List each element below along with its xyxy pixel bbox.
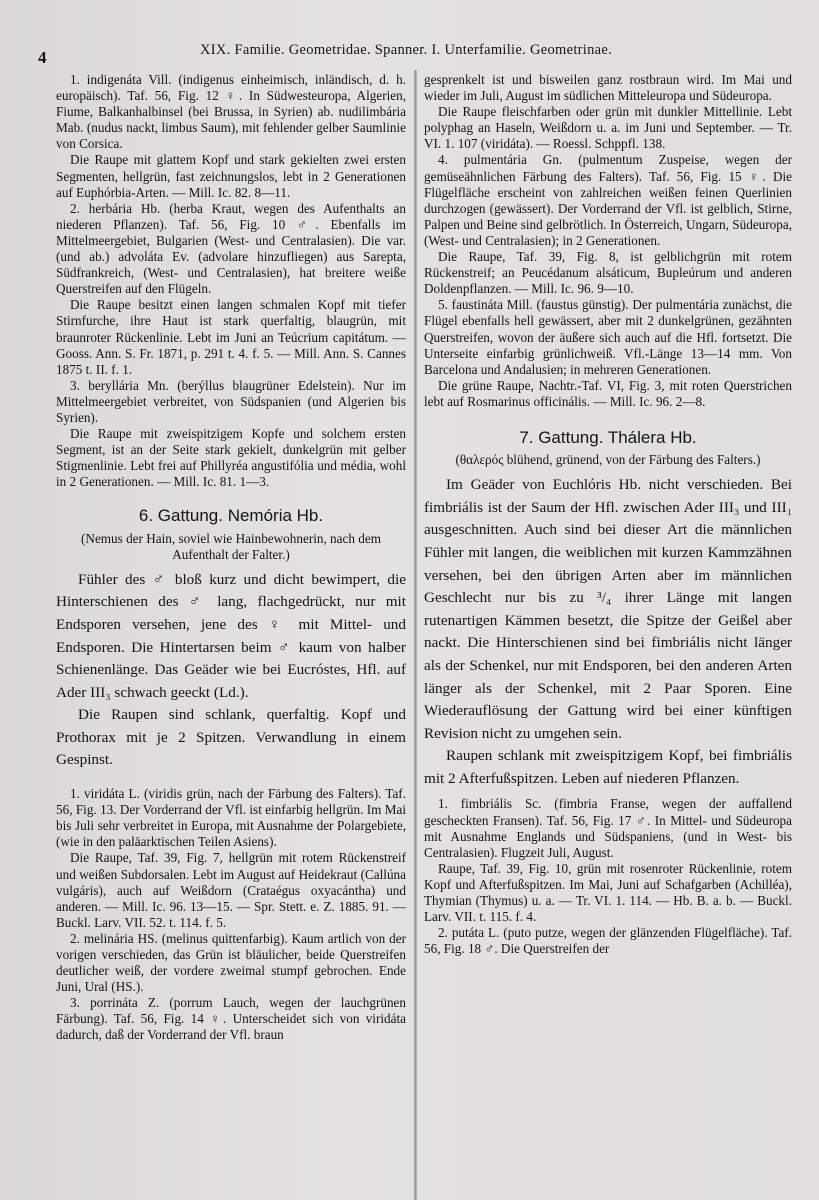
larva-beryllaria: Die Raupe mit zweispitzigem Kopfe und solchem ersten Segment, ist an der Seite stark gekielt, dunkelgrün mit gelber Stigmenlinie. Lebt frei auf Phillyréa angustifólia und média, wohl in 2 Generationen. — Mill. Ic. 81. 1—3. xyxy=(56,426,406,490)
species-indigenata: 1. indigenáta Vill. (indigenus einheimisch, inländisch, d. h. europäisch). Taf. 56, Fig. 12 ♀. In Südwesteuropa, Algerien, Fiume, Balkanhalbinsel (bei Brussa, in Syrien) ab. nudilimbária Mab. (nudus nackt, limbus Saum), mit fehlender gelber Saumlinie von Corsica. xyxy=(56,72,406,152)
larva-viridata: Die Raupe, Taf. 39, Fig. 7, hellgrün mit rotem Rückenstreif und weißen Subdorsalen. Lebt im August auf Heidekraut (Callúna vulgáris), auch auf Weißdorn (Crataégus oxyacántha) und anderen. — Mill. Ic. 96. 13—15. — Spr. Stett. e. Z. 1885. 91. — Buckl. Larv. VII. 52. t. 114. f. 5. xyxy=(56,850,406,930)
species-porrinata: 3. porrináta Z. (porrum Lauch, wegen der lauchgrünen Färbung). Taf. 56, Fig. 14 ♀. Unterscheidet sich von viridáta dadurch, daß der Vorderrand der Vfl. braun xyxy=(56,995,406,1043)
genus-heading-thalera: 7. Gattung. Thálera Hb. xyxy=(519,427,697,447)
larva-fimbrialis: Raupe, Taf. 39, Fig. 10, grün mit rosenroter Rückenlinie, rotem Kopf und Afterfußspitzen. Im Mai, Juni auf Schafgarben (Achilléa), Thymian (Thymus) u. a. — Tr. VI. 1. 114. — Hb. B. a. b. — Buckl. Larv. VII. t. 115. f. 4. xyxy=(424,860,792,925)
right-column xyxy=(424,72,792,957)
genus-thalera-text-2: Raupen schlank mit zweispitzigem Kopf, bei fimbriális mit 2 Afterfußspitzen. Leben auf niederen Pflanzen. xyxy=(424,747,792,787)
genus-thalera-text-1: Im Geäder von Euchlóris Hb. nicht verschieden. Bei fimbriális ist der Saum der Hfl. zwischen Ader III₃ und III₁ ausgeschnitten. Auch sind bei dieser Art die männlichen Fühler mit langen, die weiblichen mit kurzen Kammzähnen versehen, bei den übrigen Arten aber im männlichen Geschlecht nur bis zu ³/₄ ihrer Länge mit langen rutenartigen Kämmen besetzt, die Spitze der Geißel aber nackt. Die Hinterschienen sind bei fimbriális nicht länger als der Schenkel, nur mit Endsporen, bei den anderen Arten länger als der Schenkel, mit 2 Paar Sporen. Eine Wiederauflösung der Gattung wird bei einer künftigen Revision nicht zu umgehen sein. xyxy=(424,476,792,742)
species-herbaria: 2. herbária Hb. (herba Kraut, wegen des Aufenthalts an niederen Pflanzen). Taf. 56, Fig. 10 ♂. Ebenfalls im Mittelmeergebiet, Bulgarien (West- und Centralasien). Die var. (und ab.) advoláta Ev. (advolare hinzufliegen) aus Sarepta, Südfrankreich, (West- und Centralasien), hat breitere weiße Querstreifen auf den Flügeln. xyxy=(56,200,406,297)
genus-etymology-thalera: (θαλερός blühend, grünend, von der Färbung des Falters.) xyxy=(455,452,761,468)
column-divider xyxy=(414,70,417,1200)
species-melinaria: 2. melinária HS. (melinus quittenfarbig). Kaum artlich von der vorigen verschieden, das Grün ist bläulicher, beide Querstreifen deutlicher weiß, der vordere zweimal stumpf gebrochen. Ende Juni, Ural (HS.). xyxy=(56,930,406,995)
genus-description-nemoria xyxy=(56,569,406,772)
species-putata: 2. putáta L. (puto putze, wegen der glänzenden Flügelfläche). Taf. 56, Fig. 18 ♂. Die Querstreifen der xyxy=(424,925,792,957)
species-pulmentaria: 4. pulmentária Gn. (pulmentum Zuspeise, wegen der gemüseähnlichen Färbung des Falters). Taf. 56, Fig. 15 ♀. Die Flügelfläche erscheint von zahlreichen weißen feinen Querlinien durchzogen (gewässert). Der Vorderrand der Vfl. ist gelblich, Stirne, Palpen und Beine sind gelbrötlich. In Österreich, Ungarn, Südeuropa, (West- und Centralasien); in 2 Generationen. xyxy=(424,152,792,248)
species-beryllaria: 3. beryllária Mn. (berýllus blaugrüner Edelstein). Nur im Mittelmeergebiet verbreitet, von Südspanien (und Algerien bis Syrien). xyxy=(56,377,406,425)
larva-pulmentaria: Die Raupe, Taf. 39, Fig. 8, ist gelblichgrün mit rotem Rückenstreif; an Peucédanum alsáticum, Bupleúrum und anderen Doldenpflanzen. — Mill. Ic. 96. 9—10. xyxy=(424,249,792,297)
larva-porrinata: Die Raupe fleischfarben oder grün mit dunkler Mittellinie. Lebt polyphag an Haseln, Weißdorn u. a. im Juni und September. — Tr. VI. 1. 107 (viridáta). — Roessl. Schppfl. 138. xyxy=(424,104,792,152)
larva-herbaria: Die Raupe besitzt einen langen schmalen Kopf mit tiefer Stirnfurche, ihre Haut ist stark querfaltig, blaugrün, mit braunroter Rückenlinie. Lebt im Juni an Teúcrium capitátum. — Gooss. Ann. S. Fr. 1871, p. 291 t. 4. f. 5. — Mill. Ann. S. Cannes 1875 t. II. f. 1. xyxy=(56,297,406,377)
genus-description-thalera xyxy=(424,474,792,790)
species-fimbrialis: 1. fimbriális Sc. (fimbria Franse, wegen der auffallend gescheckten Fransen). Taf. 56, Fig. 17 ♂. In Mittel- und Südeuropa mit Ausnahme Englands und Südspaniens, (und in West- bis Centralasien). Flugzeit Juli, August. xyxy=(424,796,792,860)
genus-heading-nemoria: 6. Gattung. Nemória Hb. xyxy=(138,506,324,526)
genus-nemoria-text-2: Die Raupen sind schlank, querfaltig. Kopf und Prothorax mit je 2 Spitzen. Verwandlung in einem Gespinst. xyxy=(56,706,406,769)
genus-nemoria-text-1: Fühler des ♂ bloß kurz und dicht bewimpert, die Hinterschienen des ♂ lang, flachgedrückt, nur mit Endsporen versehen, jene des ♀ mit Mittel- und Endsporen. Die Hintertarsen beim ♂ kaum von halber Schienenlänge. Das Geäder wie bei Eucróstes, Hfl. auf Ader III₃ schwach geeckt (Ld.). xyxy=(56,570,406,701)
larva-faustinata: Die grüne Raupe, Nachtr.-Taf. VI, Fig. 3, mit roten Querstrichen lebt auf Rosmarinus officinális. — Mill. Ic. 96. 2—8. xyxy=(424,377,792,409)
left-column xyxy=(56,72,406,1044)
running-head: XIX. Familie. Geometridae. Spanner. I. Unterfamilie. Geometrinae. xyxy=(200,42,613,58)
larva-indigenata: Die Raupe mit glattem Kopf und stark gekielten zwei ersten Segmenten, hellgrün, fast zeichnungslos, lebt in 2 Generationen auf Euphórbia-Arten. — Mill. Ic. 82. 8—11. xyxy=(56,152,406,200)
genus-etymology-nemoria: (Nemus der Hain, soviel wie Hainbewohnerin, nach dem Aufenthalt der Falter.) xyxy=(81,530,381,562)
species-viridata: 1. viridáta L. (viridis grün, nach der Färbung des Falters). Taf. 56, Fig. 13. Der Vorderrand der Vfl. ist einfarbig hellgrün. Im Mai bis Juli sehr verbreitet in Europa, mit Ausnahme der Polargebiete, (wie in den paläarktischen Teilen Asiens). xyxy=(56,786,406,850)
porrinata-continued: gesprenkelt ist und bisweilen ganz rostbraun wird. Im Mai und wieder im Juli, August im südlichen Mitteleuropa und Südeuropa. xyxy=(424,72,792,104)
page-number: 4 xyxy=(38,48,47,67)
species-faustinata: 5. faustináta Mill. (faustus günstig). Der pulmentária zunächst, die Flügel ebenfalls hell gewässert, aber mit 2 dunkelgrünen, gezähnten Querstreifen, wovon der äußere sich auch auf die Hfl. fortsetzt. Die Unterseite einfarbig grünlichweiß. Vfl.-Länge 13—14 mm. Von Barcelona und Andalusien; in mehreren Generationen. xyxy=(424,297,792,377)
